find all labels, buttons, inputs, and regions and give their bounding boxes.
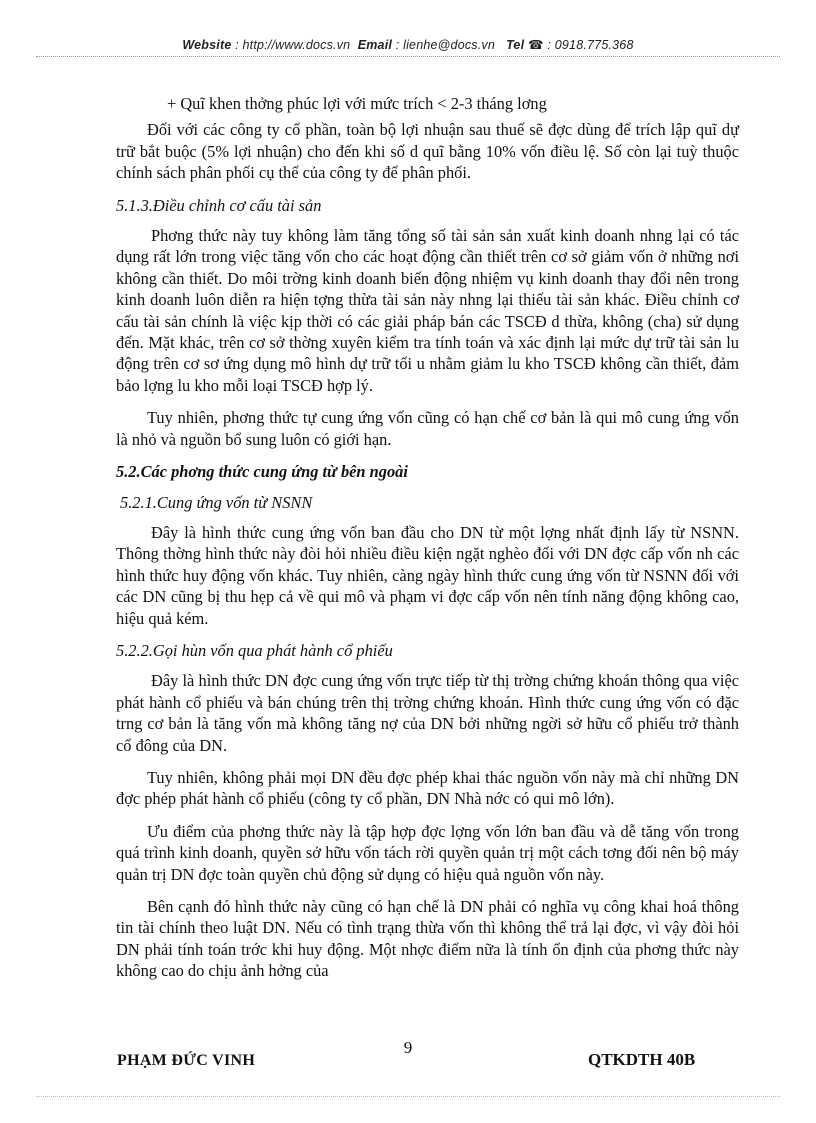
email-value: : lienhe@docs.vn <box>395 38 496 52</box>
paragraph-eligibility: Tuy nhiên, không phải mọi DN đều đợc phép khai thác nguồn vốn này mà chỉ những DN đợc phép phát hành cổ phiếu (công ty cổ phần, DN Nhà nớc có qui mô lớn). <box>116 767 739 809</box>
website-value: : http://www.docs.vn <box>235 38 351 52</box>
footer-divider <box>36 1096 780 1097</box>
email-label: Email <box>357 38 393 52</box>
page-number: 9 <box>403 1038 413 1057</box>
heading-5-2: 5.2.Các phơng thức cung ứng từ bên ngoài <box>116 462 408 482</box>
paragraph-share-issuance: Đây là hình thức DN đợc cung ứng vốn trực tiếp từ thị trờng chứng khoán thông qua việc phát hành cổ phiếu và bán chúng trên thị trờng chứng khoán. Hình thức cung ứng vốn có đặc trng cơ bản là tăng vốn mà không tăng nợ của DN bởi những ngời sở hữu cổ phiếu trở thành cổ đông của DN. <box>116 671 739 755</box>
paragraph-limitations: Bên cạnh đó hình thức này cũng có hạn chế là DN phải có nghĩa vụ công khai hoá thông tin tài chính theo luật DN. Nếu có tình trạng thừa vốn thì không thể trả lại đợc, vì vậy đòi hỏi DN phải tính toán trớc khi huy động. Một nhợc điểm nữa là tính ổn định của phơng thức này không cao do chịu ảnh hởng của <box>116 897 739 981</box>
paragraph-joint-stock: Đối với các công ty cổ phần, toàn bộ lợi nhuận sau thuế sẽ đợc dùng để trích lập quĩ dự trữ bắt buộc (5% lợi nhuận) cho đến khi số d quĩ bằng 10% vốn điều lệ. Số còn lại tuỳ thuộc chính sách phân phối cụ thể của công ty để phân phối. <box>116 120 739 183</box>
paragraph-self-supply-limits: Tuy nhiên, phơng thức tự cung ứng vốn cũng có hạn chế cơ bản là qui mô cung ứng vốn là nhỏ và nguồn bổ sung luôn có giới hạn. <box>116 408 739 449</box>
heading-5-2-1: 5.2.1.Cung ứng vốn từ NSNN <box>120 492 313 512</box>
header-divider <box>36 56 780 57</box>
paragraph-advantages: Ưu điểm của phơng thức này là tập hợp đợc lợng vốn lớn ban đầu và dễ tăng vốn trong quá trình kinh doanh, quyền sở hữu vốn tách rời quyền quản trị một cách tơng đối nên bộ máy quản trị DN đợc toàn quyền chủ động sử dụng có hiệu quả nguồn vốn này. <box>116 821 739 884</box>
footer-class-code: QTKDTH 40B <box>588 1050 696 1069</box>
document-body <box>116 93 739 991</box>
tel-value: ☎ : 0918.775.368 <box>527 38 634 52</box>
bullet-reward-fund: + Quĩ khen thởng phúc lợi với mức trích < 2-3 tháng lơng <box>167 94 547 113</box>
heading-5-1-3: 5.1.3.Điều chỉnh cơ cấu tài sản <box>116 195 322 215</box>
page-header <box>0 37 816 52</box>
footer-author: PHẠM ĐỨC VINH <box>117 1052 256 1069</box>
website-label: Website <box>182 38 232 52</box>
paragraph-state-budget: Đây là hình thức cung ứng vốn ban đầu cho DN từ một lợng nhất định lấy từ NSNN. Thông thờng hình thức này đòi hỏi nhiều điều kiện ngặt nghèo đối với DN đợc cấp vốn nh các hình thức huy động vốn khác. Tuy nhiên, càng ngày hình thức cung ứng vốn từ NSNN đối với các DN cũng bị thu hẹp cả về qui mô và phạm vi đợc cấp vốn nên tính năng động không cao, hiệu quả kém. <box>116 522 739 628</box>
paragraph-asset-restructure: Phơng thức này tuy không làm tăng tổng số tài sản sản xuất kinh doanh nhng lại có tác dụng rất lớn trong việc tăng vốn cho các hoạt động cần thiết trên cơ sở giảm vốn ở những nơi không cần thiết. Do môi trờng kinh doanh biến động nhiệm vụ kinh doanh thay đổi nên trong kinh doanh luôn diễn ra hiện tợng thừa tài sản này nhng lại thiếu tài sản khác. Điều chỉnh cơ cấu tài sản chính là việc kịp thời có các giải pháp bán các TSCĐ d thừa, không (cha) sử dụng đến. Mặt khác, trên cơ sở thờng xuyên kiểm tra tính toán và xác định lại mức dự trữ tài sản lu động trên cơ sơ ứng dụng mô hình dự trữ tối u nhằm giảm lu kho TSCĐ không cần thiết, đảm bảo lợng lu kho mỗi loại TSCĐ hợp lý. <box>116 226 739 395</box>
tel-label: Tel <box>506 38 525 52</box>
heading-5-2-2: 5.2.2.Gọi hùn vốn qua phát hành cổ phiếu <box>116 640 393 660</box>
